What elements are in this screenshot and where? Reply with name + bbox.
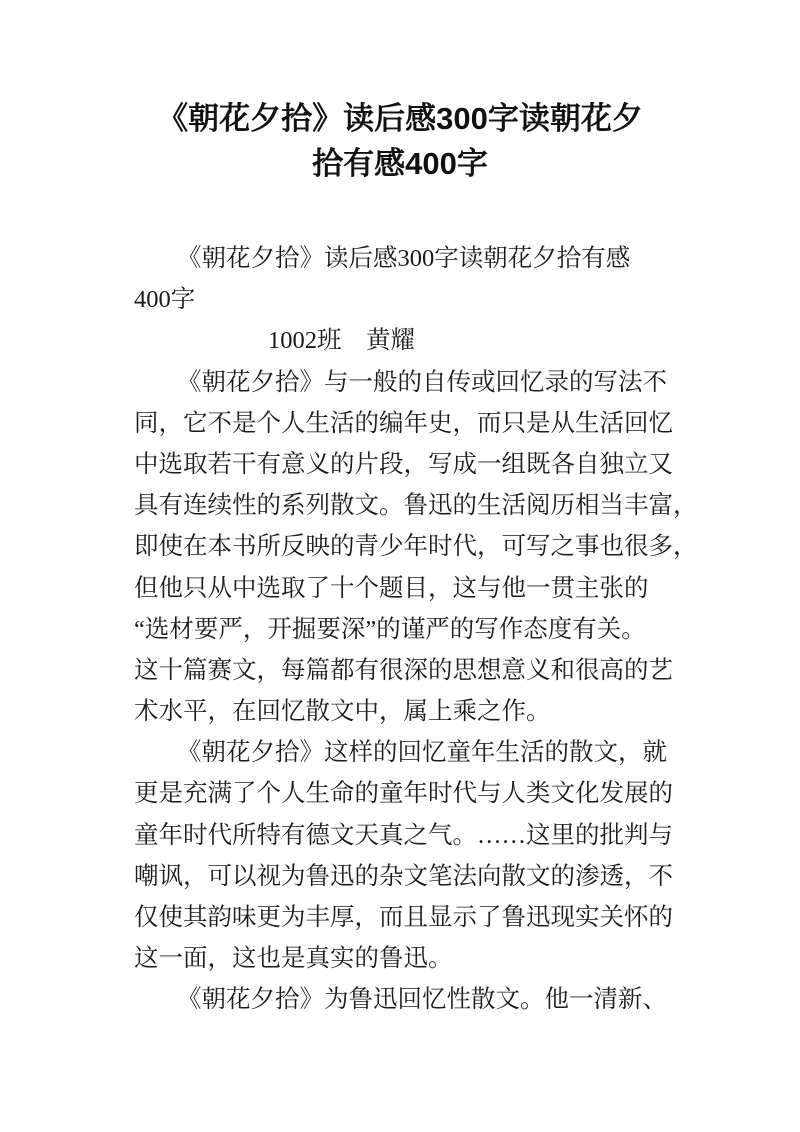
paragraph-line: 这一面，这也是真实的鲁迅。 bbox=[134, 945, 453, 973]
paragraph-line: 《朝花夕拾》这样的回忆童年生活的散文，就 bbox=[177, 739, 667, 767]
paragraph-line: “选材要严，开掘要深”的谨严的写作态度有关。 bbox=[134, 615, 646, 643]
paragraph-line: 童年时代所特有德文天真之气。……这里的批判与 bbox=[134, 821, 673, 849]
paragraph-line: 即使在本书所反映的青少年时代，可写之事也很多， bbox=[134, 533, 698, 561]
paragraph-line: 术水平，在回忆散文中，属上乘之作。 bbox=[134, 698, 551, 726]
title-line-2: 拾有感400字 bbox=[312, 146, 488, 181]
author-line: 1002班 黄耀 bbox=[268, 327, 415, 355]
document-title bbox=[0, 96, 800, 186]
paragraph-line: 但他只从中选取了十个题目，这与他一贯主张的 bbox=[134, 574, 649, 602]
paragraph-2 bbox=[134, 732, 674, 979]
document-body bbox=[134, 238, 698, 1021]
subtitle-line-1: 《朝花夕拾》读后感300字读朝花夕拾有感 bbox=[177, 245, 631, 272]
paragraph-line: 这十篇赛文，每篇都有很深的思想意义和很高的艺 bbox=[134, 656, 673, 684]
paragraph-line: 具有连续性的系列散文。鲁迅的生活阅历相当丰富， bbox=[134, 492, 698, 520]
subtitle-line-2: 400字 bbox=[134, 286, 196, 314]
paragraph-line: 同，它不是个人生活的编年史，而只是从生活回忆 bbox=[134, 409, 673, 437]
paragraph-line: 中选取若干有意义的片段，写成一组既各自独立又 bbox=[134, 450, 673, 478]
paragraph-line: 仅使其韵味更为丰厚，而且显示了鲁迅现实关怀的 bbox=[134, 904, 673, 931]
paragraph-line: 嘲讽，可以视为鲁迅的杂文笔法向散文的渗透，不 bbox=[134, 862, 673, 890]
title-line-1: 《朝花夕拾》读后感300字读朝花夕 bbox=[157, 101, 643, 136]
paragraph-line: 《朝花夕拾》为鲁迅回忆性散文。他一清新、 bbox=[177, 986, 667, 1014]
paragraph-line: 《朝花夕拾》与一般的自传或回忆录的写法不 bbox=[177, 368, 667, 396]
paragraph-1 bbox=[134, 362, 698, 733]
paragraph-3 bbox=[134, 979, 674, 1020]
paragraph-line: 更是充满了个人生命的童年时代与人类文化发展的 bbox=[134, 780, 673, 808]
